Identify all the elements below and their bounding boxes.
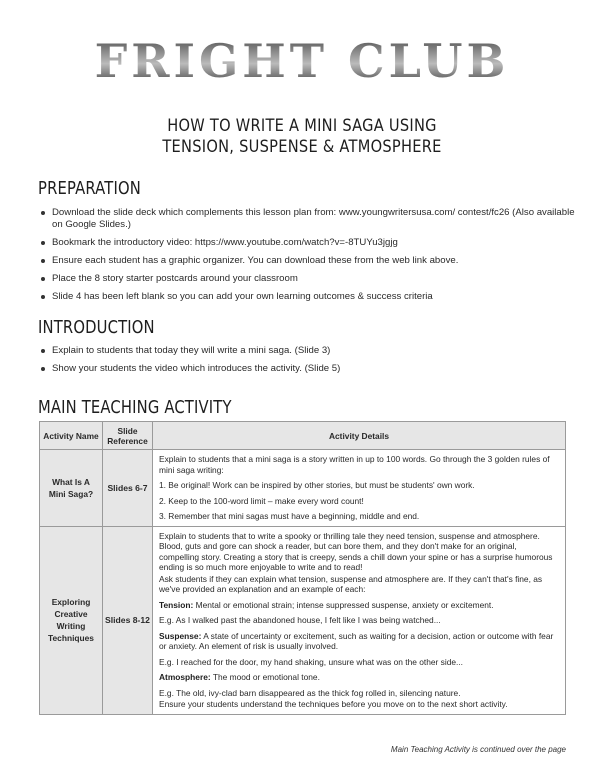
tension-definition <box>159 600 559 611</box>
rule-item: 3. Remember that mini sagas must have a beginning, middle and end. <box>159 511 420 521</box>
table-row <box>40 526 566 714</box>
list-item: Slide 4 has been left blank so you can add your own learning outcomes & success criteria <box>40 291 580 303</box>
suspense-example: E.g. I reached for the door, my hand shaking, unsure what was on the other side... <box>159 656 464 667</box>
tension-example: E.g. As I walked past the abandoned house, I felt like I was being watched... <box>159 615 441 625</box>
atmosphere-label: Atmosphere: <box>159 672 211 682</box>
preparation-heading: PREPARATION <box>38 178 141 199</box>
continued-note: Main Teaching Activity is continued over the page <box>390 745 566 754</box>
main-activity-heading: MAIN TEACHING ACTIVITY <box>38 397 232 418</box>
activity-name-cell: Exploring Creative Writing Techniques <box>40 526 103 714</box>
suspense-text: A state of uncertainty or excitement, such as waiting for a decision, action or outcome with fear or anxiety. An element of risk is usually involved. <box>159 630 554 651</box>
slide-reference-cell: Slides 6-7 <box>103 450 153 527</box>
table-header-row <box>40 422 566 450</box>
details-paragraph: Ask students if they can explain what tension, suspense and atmosphere are. If they can't that's fine, as we've provided an explanation and an example of each: <box>159 573 543 594</box>
slide-reference-cell: Slides 8-12 <box>103 526 153 714</box>
list-item: Download the slide deck which complements this lesson plan from: www.youngwritersusa.com/ contest/fc26 (Also available on Google Slides.) <box>40 207 580 231</box>
atmosphere-example: E.g. The old, ivy-clad barn disappeared as the thick fog rolled in, silencing nature. <box>159 687 461 698</box>
preparation-list <box>40 207 580 309</box>
details-paragraph: Explain to students that to write a spooky or thrilling tale they need tension, suspense and atmosphere. Blood, guts and gore can shock a reader, but can bore them, and they don't make for an original, compelling story. Creating a story that is creepy, sends a chill down your spine or has a surprise humorous ending is so much more enjoyable to write and to read! <box>159 530 553 572</box>
suspense-definition <box>159 631 559 652</box>
activity-details-cell <box>153 450 566 527</box>
col-header-activity-details: Activity Details <box>153 422 566 450</box>
subtitle-line-2: TENSION, SUSPENSE & ATMOSPHERE <box>162 137 442 157</box>
introduction-heading: INTRODUCTION <box>38 317 155 338</box>
list-item: Explain to students that today they will write a mini saga. (Slide 3) <box>40 345 580 357</box>
activity-name-cell: What Is A Mini Saga? <box>40 450 103 527</box>
page-title: FRIGHT CLUB <box>0 34 604 88</box>
suspense-label: Suspense: <box>159 630 202 641</box>
rule-item: 1. Be original! Work can be inspired by other stories, but must be students' own work. <box>159 480 475 490</box>
subtitle-line-1: HOW TO WRITE A MINI SAGA USING <box>167 116 437 136</box>
list-item: Ensure each student has a graphic organizer. You can download these from the web link above. <box>40 255 580 267</box>
closing-paragraph: Ensure your students understand the techniques before you move on to the next short activity. <box>159 699 508 709</box>
list-item: Place the 8 story starter postcards around your classroom <box>40 273 580 285</box>
atmosphere-definition <box>159 672 559 683</box>
list-item: Show your students the video which introduces the activity. (Slide 5) <box>40 363 580 375</box>
col-header-activity-name: Activity Name <box>40 422 103 450</box>
details-intro: Explain to students that a mini saga is a story written in up to 100 words. Go through the 3 golden rules of mini saga writing: <box>159 454 550 475</box>
activity-table <box>39 421 566 715</box>
tension-label: Tension: <box>159 599 194 610</box>
introduction-list <box>40 345 580 381</box>
list-item: Bookmark the introductory video: https://www.youtube.com/watch?v=-8TUYu3jgjg <box>40 237 580 249</box>
atmosphere-text: The mood or emotional tone. <box>210 672 320 682</box>
activity-details-cell <box>153 526 566 714</box>
rule-item: 2. Keep to the 100-word limit – make every word count! <box>159 495 364 506</box>
tension-text: Mental or emotional strain; intense suppressed suspense, anxiety or excitement. <box>193 599 494 610</box>
table-row <box>40 450 566 527</box>
col-header-slide-reference: Slide Reference <box>103 422 153 450</box>
